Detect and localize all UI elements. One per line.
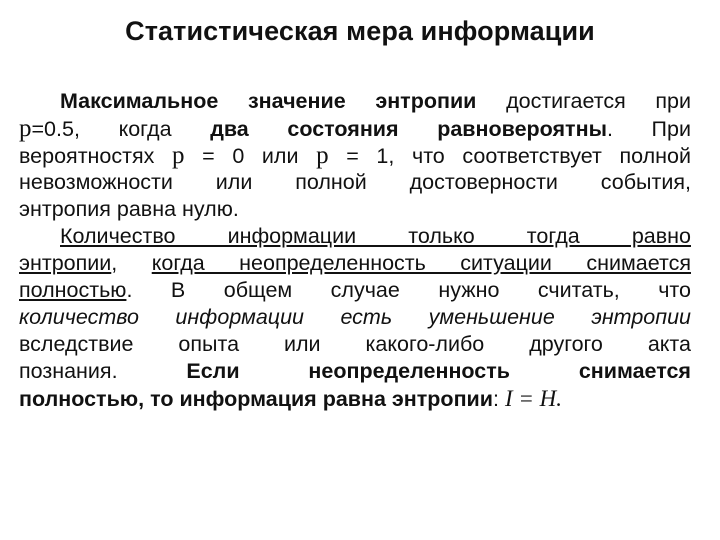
text-line-5	[19, 196, 691, 223]
text-line-1	[19, 88, 691, 115]
text-segment: вероятностях	[19, 144, 172, 168]
underlined-phrase: энтропии	[19, 251, 112, 275]
variable-p: p	[172, 142, 185, 169]
page-title: Статистическая мера информации	[125, 16, 595, 46]
text-segment: . В общем случае нужно считать, что	[126, 278, 691, 302]
text-line-9	[19, 304, 691, 331]
text-line-12	[19, 385, 691, 412]
text-segment: . При	[606, 117, 691, 141]
bold-phrase-conclusion: полностью, то информация равна энтропии	[19, 387, 493, 411]
text-segment: невозможности или полной достоверности события,	[19, 170, 691, 194]
text-segment: ,	[111, 251, 152, 275]
bold-phrase-condition: Если неопределенность снимается	[186, 359, 691, 383]
text-segment: вследствие опыта или какого-либо другого акта	[19, 332, 691, 356]
text-line-2	[19, 115, 691, 142]
text-segment: =0.5, когда	[31, 117, 211, 141]
text-line-7	[19, 250, 691, 277]
text-line-3	[19, 142, 691, 169]
underlined-phrase: Количество информации только тогда равно	[60, 224, 691, 248]
text-line-4	[19, 169, 691, 196]
text-line-8	[19, 277, 691, 304]
underlined-phrase: полностью	[19, 278, 127, 302]
underlined-phrase: когда неопределенность ситуации снимается	[151, 251, 691, 275]
bold-phrase-max-entropy: Максимальное значение энтропии	[60, 89, 477, 113]
text-segment: достигается при	[476, 89, 692, 113]
text-segment: :	[493, 387, 505, 411]
text-segment: = 1, что соответствует полной	[328, 144, 691, 168]
variable-p: p	[19, 115, 32, 142]
text-segment: энтропия равна нулю.	[19, 197, 239, 221]
body-text	[19, 88, 691, 412]
bold-phrase-equiprobable: два состояния равновероятны	[210, 117, 607, 141]
text-segment: познания.	[19, 359, 187, 383]
text-line-10	[19, 331, 691, 358]
text-segment: = 0 или	[184, 144, 317, 168]
formula-i-equals-h: I = H.	[504, 386, 562, 411]
text-line-11	[19, 358, 691, 385]
italic-phrase: количество информации есть уменьшение энтропии	[19, 305, 691, 329]
variable-p: p	[316, 142, 329, 169]
text-line-6	[19, 223, 691, 250]
